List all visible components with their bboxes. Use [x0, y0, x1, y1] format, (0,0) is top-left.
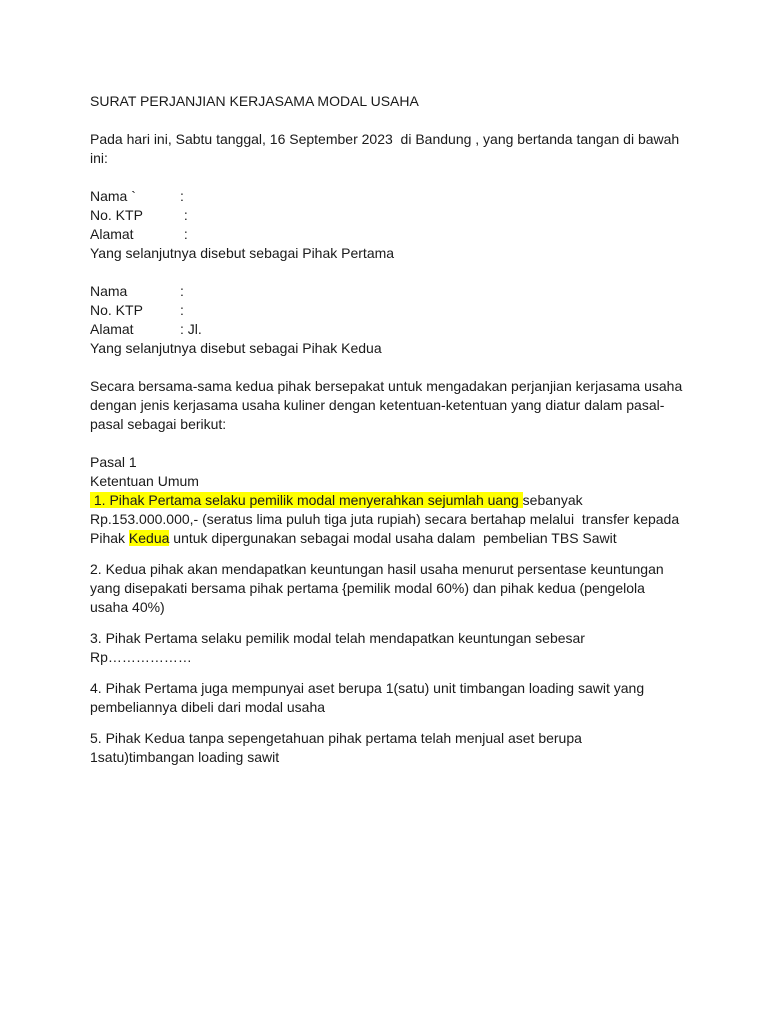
item-text: untuk dipergunakan sebagai modal usaha dalam pembelian TBS Sawit [169, 530, 617, 546]
field-label: No. KTP [90, 302, 143, 318]
pasal-heading: Pasal 1 [90, 454, 137, 470]
highlighted-text: Kedua [128, 530, 170, 546]
party1-designation: Yang selanjutnya disebut sebagai Pihak Pertama [90, 245, 395, 261]
field-value: : [180, 283, 184, 299]
item-text: Pihak [90, 530, 129, 546]
field-value: : [180, 226, 188, 242]
party1-field [90, 225, 690, 244]
field-label: Alamat [90, 321, 134, 337]
field-label: Nama [90, 283, 128, 299]
party2-designation: Yang selanjutnya disebut sebagai Pihak Kedua [90, 340, 382, 356]
highlighted-text: 1. Pihak Pertama selaku pemilik modal menyerahkan sejumlah uang [90, 492, 523, 508]
field-value: : [180, 302, 184, 318]
party2-block [90, 282, 690, 358]
pasal-item-2 [90, 560, 690, 617]
intro-line: ini: [90, 150, 108, 166]
document-title: SURAT PERJANJIAN KERJASAMA MODAL USAHA [90, 93, 419, 109]
pasal-item-3 [90, 629, 690, 667]
party1-field [90, 187, 690, 206]
paragraph-line: pasal sebagai berikut: [90, 416, 227, 432]
item-line: 3. Pihak Pertama selaku pemilik modal telah mendapatkan keuntungan sebesar [90, 630, 585, 646]
party2-field [90, 282, 690, 301]
document-body [90, 92, 690, 767]
intro-line: Pada hari ini, Sabtu tanggal, 16 September 2023 di Bandung , yang bertanda tangan di bawah [90, 131, 680, 147]
item-line: Rp……………… [90, 649, 192, 665]
party1-block [90, 187, 690, 263]
item-line: pembeliannya dibeli dari modal usaha [90, 699, 326, 715]
field-value: : Jl. [180, 321, 202, 337]
party2-field [90, 301, 690, 320]
pasal-item-1 [90, 491, 690, 548]
pasal-item-4 [90, 679, 690, 717]
pasal-subheading: Ketentuan Umum [90, 473, 199, 489]
field-value: : [180, 207, 188, 223]
field-label: No. KTP [90, 207, 143, 223]
field-label: Nama ` [90, 188, 136, 204]
party1-field [90, 206, 690, 225]
item-line [90, 491, 690, 510]
paragraph-line: dengan jenis kerjasama usaha kuliner dengan ketentuan-ketentuan yang diatur dalam pasal- [90, 397, 665, 413]
field-value: : [180, 188, 184, 204]
item-line: 4. Pihak Pertama juga mempunyai aset berupa 1(satu) unit timbangan loading sawit yang [90, 680, 645, 696]
item-line: 1satu)timbangan loading sawit [90, 749, 280, 765]
item-line: 5. Pihak Kedua tanpa sepengetahuan pihak pertama telah menjual aset berupa [90, 730, 582, 746]
item-line [90, 529, 690, 548]
item-line: 2. Kedua pihak akan mendapatkan keuntungan hasil usaha menurut persentase keuntungan [90, 561, 664, 577]
item-text: sebanyak [522, 492, 583, 508]
pasal-item-5 [90, 729, 690, 767]
agreement-paragraph [90, 377, 690, 434]
item-line: yang disepakati bersama pihak pertama {pemilik modal 60%) dan pihak kedua (pengelola [90, 580, 645, 596]
field-label: Alamat [90, 226, 134, 242]
party2-field [90, 320, 690, 339]
paragraph-line: Secara bersama-sama kedua pihak bersepakat untuk mengadakan perjanjian kerjasama usaha [90, 378, 683, 394]
item-line: Rp.153.000.000,- (seratus lima puluh tiga juta rupiah) secara bertahap melalui transfer kepada [90, 511, 680, 527]
item-line: usaha 40%) [90, 599, 165, 615]
